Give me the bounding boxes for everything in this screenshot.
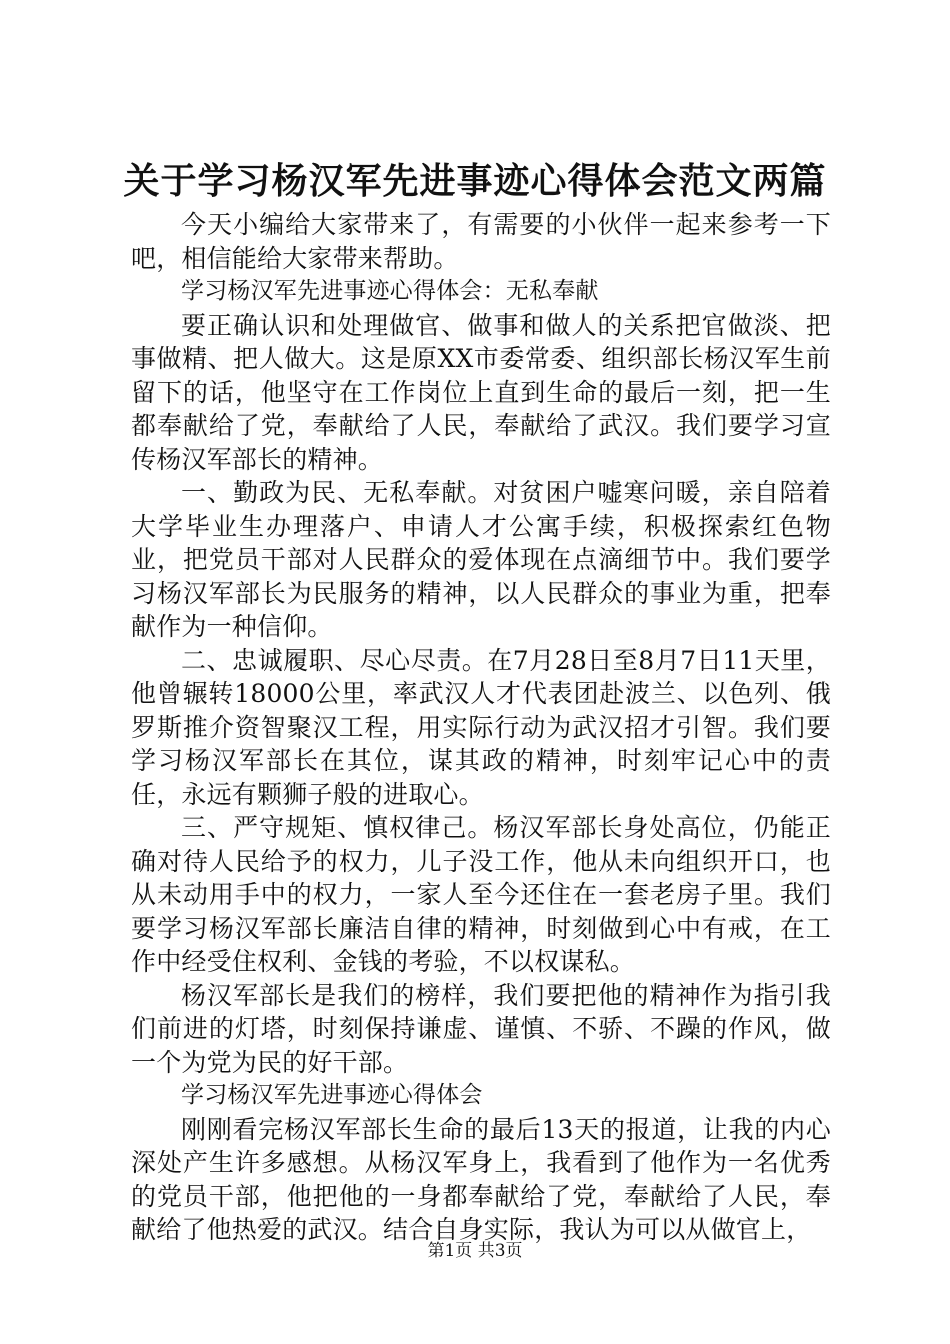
document-body <box>131 208 831 1247</box>
body-paragraph: 三、严守规矩、慎权律己。杨汉军部长身处高位，仍能正确对待人民给予的权力，儿子没工作，他从未向组织开口，也从未动用手中的权力，一家人至今还住在一套老房子里。我们要学习杨汉军部长廉洁自律的精神，时刻做到心中有戒，在工作中经受住权利、金钱的考验，不以权谋私。 <box>131 813 831 976</box>
body-paragraph: 杨汉军部长是我们的榜样，我们要把他的精神作为指引我们前进的灯塔，时刻保持谦虚、谨慎、不骄、不躁的作风，做一个为党为民的好干部。 <box>131 980 831 1077</box>
section-heading-1: 学习杨汉军先进事迹心得体会：无私奉献 <box>181 278 599 304</box>
body-paragraph: 要正确认识和处理做官、做事和做人的关系把官做淡、把事做精、把人做大。这是原XX市委常委、组织部长杨汉军生前留下的话，他坚守在工作岗位上直到生命的最后一刻，把一生都奉献给了党，奉献给了人民，奉献给了武汉。我们要学习宣传杨汉军部长的精神。 <box>131 310 831 474</box>
body-paragraph: 一、勤政为民、无私奉献。对贫困户嘘寒问暖，亲自陪着大学毕业生办理落户、申请人才公寓手续，积极探索红色物业，把党员干部对人民群众的爱体现在点滴细节中。我们要学习杨汉军部长为民服务的精神，以人民群众的事业为重，把奉献作为一种信仰。 <box>131 478 831 641</box>
document-title: 关于学习杨汉军先进事迹心得体会范文两篇 <box>123 161 827 202</box>
body-paragraph: 刚刚看完杨汉军部长生命的最后13天的报道，让我的内心深处产生许多感想。从杨汉军身上，我看到了他作为一名优秀的党员干部，他把他的一身都奉献给了党，奉献给了人民，奉献给了他热爱的武汉。结合自身实际，我认为可以从做官上， <box>131 1114 831 1244</box>
body-paragraph: 二、忠诚履职、尽心尽责。在7月28日至8月7日11天里，他曾辗转18000公里，率武汉人才代表团赴波兰、以色列、俄罗斯推介资智聚汉工程，用实际行动为武汉招才引智。我们要学习杨汉军部长在其位，谋其政的精神，时刻牢记心中的责任，永远有颗狮子般的进取心。 <box>131 645 831 809</box>
page-footer: 第1页 共3页 <box>427 1241 523 1261</box>
intro-paragraph: 今天小编给大家带来了，有需要的小伙伴一起来参考一下吧，相信能给大家带来帮助。 <box>131 210 831 273</box>
section-heading-2: 学习杨汉军先进事迹心得体会 <box>181 1082 483 1108</box>
